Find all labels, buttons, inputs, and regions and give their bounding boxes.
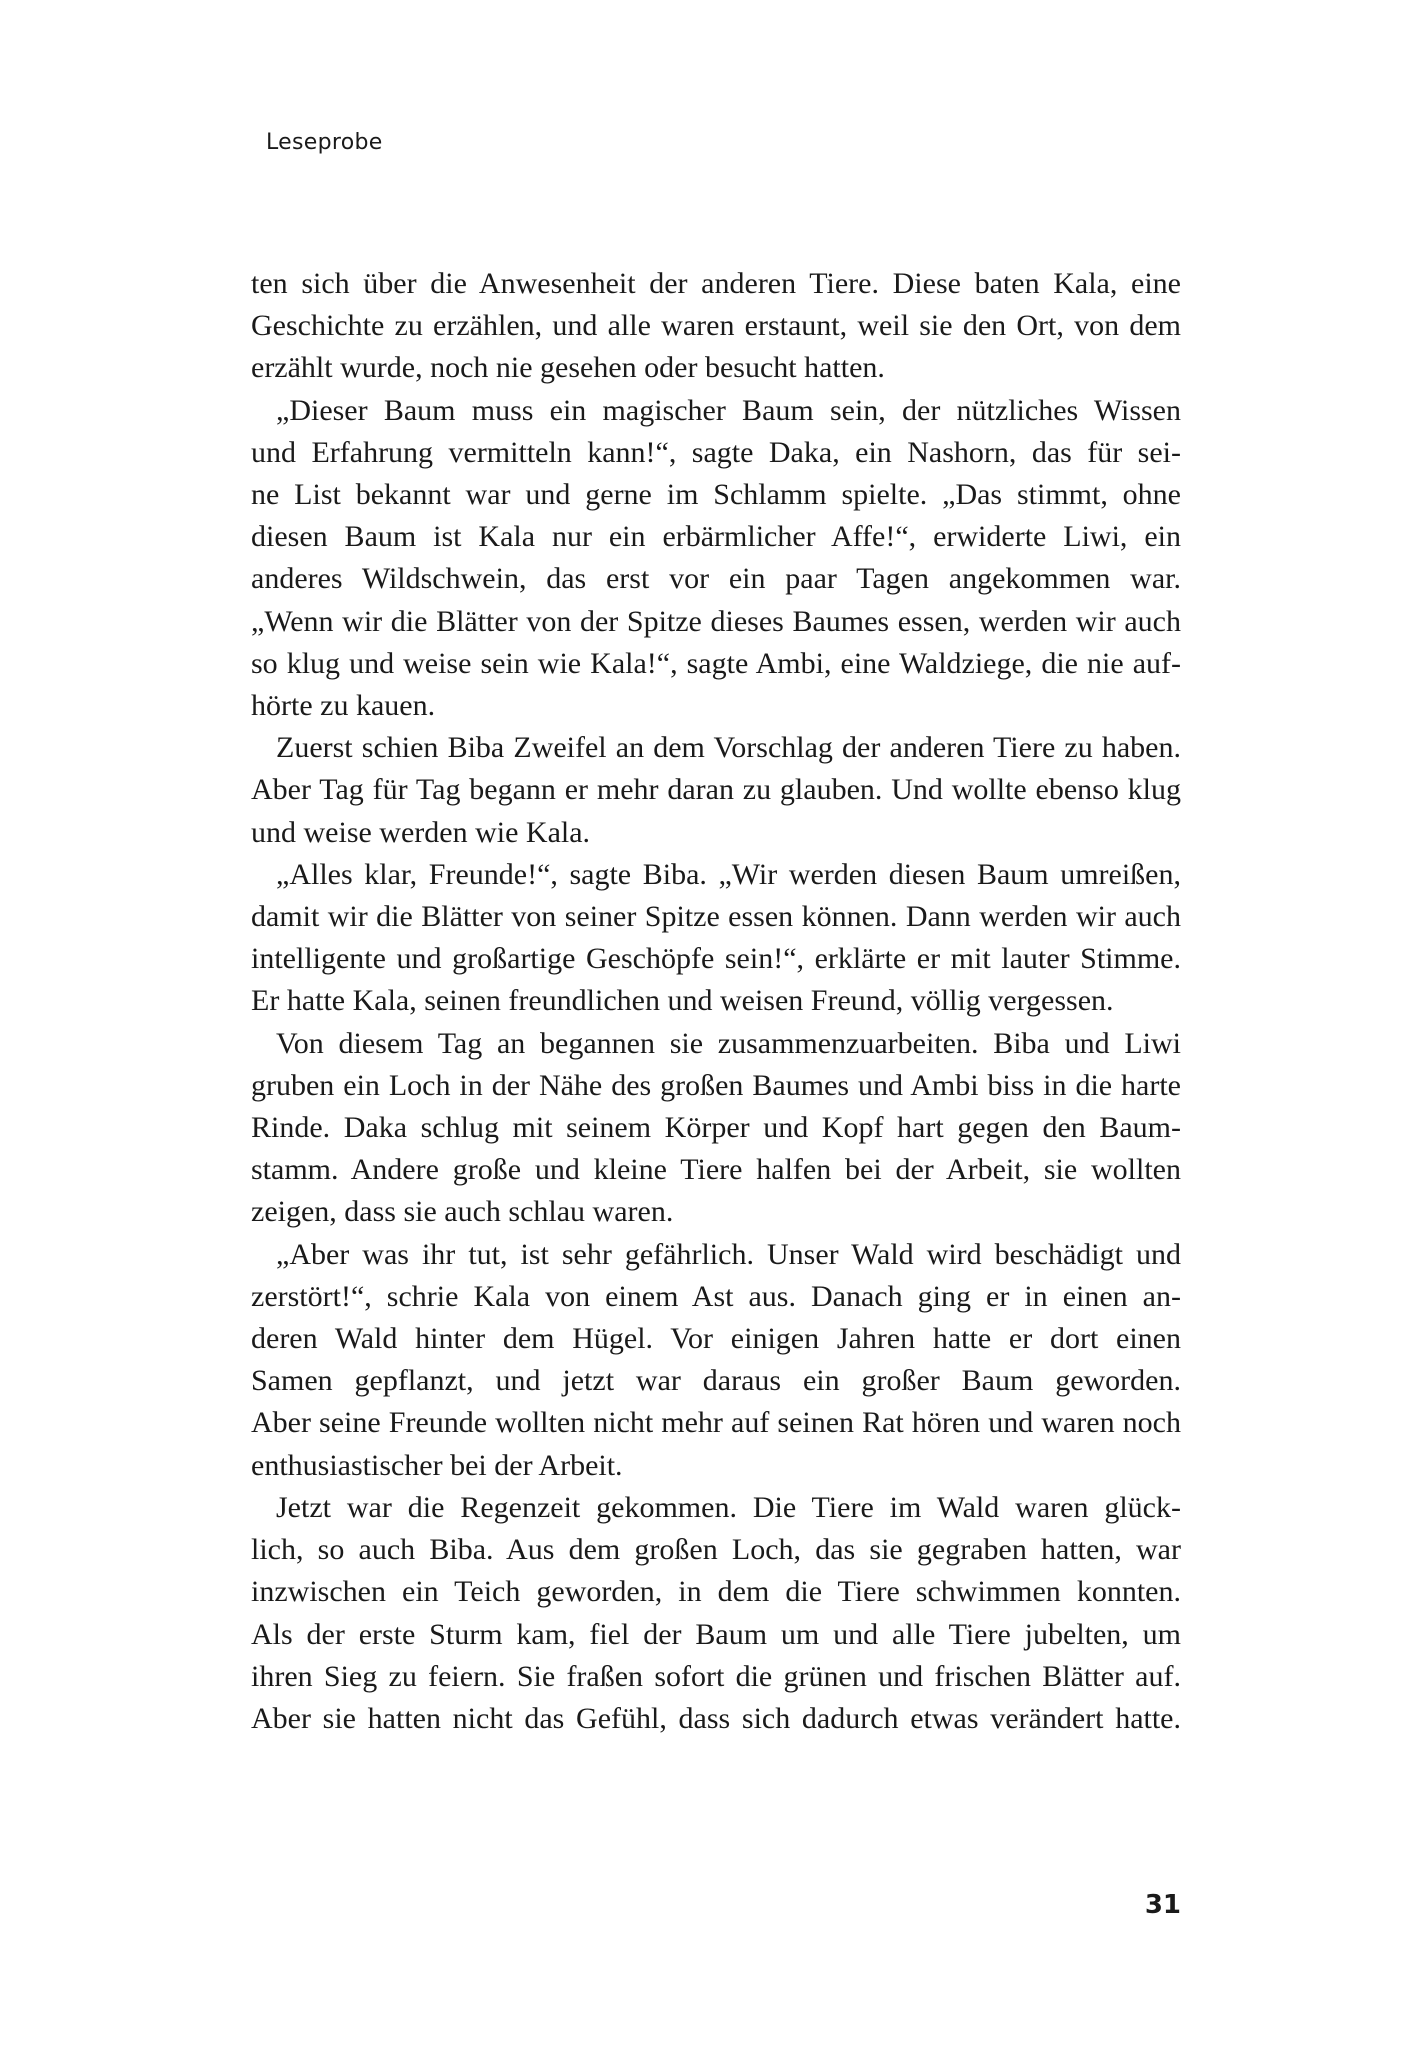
text-line: „Dieser Baum muss ein magischer Baum sein, der nützliches Wissen: [276, 393, 1181, 427]
text-line: zeigen, dass sie auch schlau waren.: [251, 1195, 674, 1229]
text-line: und Erfahrung vermitteln kann!“, sagte Daka, ein Nashorn, das für sei-: [251, 435, 1181, 469]
text-line: Aber seine Freunde wollten nicht mehr auf seinen Rat hören und waren noch: [251, 1406, 1181, 1440]
text-line: Als der erste Sturm kam, fiel der Baum um und alle Tiere jubelten, um: [251, 1617, 1181, 1651]
text-line: Aber Tag für Tag begann er mehr daran zu glauben. Und wollte ebenso klug: [251, 773, 1181, 807]
paragraph: [251, 1487, 1181, 1740]
text-line: gruben ein Loch in der Nähe des großen Baumes und Ambi biss in die harte: [251, 1068, 1181, 1102]
text-line: deren Wald hinter dem Hügel. Vor einigen Jahren hatte er dort einen: [251, 1322, 1181, 1356]
text-line: Samen gepflanzt, und jetzt war daraus ein großer Baum geworden.: [251, 1364, 1181, 1398]
text-line: „Alles klar, Freunde!“, sagte Biba. „Wir werden diesen Baum umreißen,: [276, 857, 1181, 891]
text-line: „Aber was ihr tut, ist sehr gefährlich. Unser Wald wird beschädigt und: [276, 1237, 1181, 1271]
text-line: und weise werden wie Kala.: [251, 815, 591, 849]
text-line: hörte zu kauen.: [251, 689, 436, 723]
text-line: Rinde. Daka schlug mit seinem Körper und Kopf hart gegen den Baum-: [251, 1111, 1181, 1145]
text-line: erzählt wurde, noch nie gesehen oder besucht hatten.: [251, 351, 885, 385]
text-line: Zuerst schien Biba Zweifel an dem Vorschlag der anderen Tiere zu haben.: [276, 731, 1181, 765]
text-line: anderes Wildschwein, das erst vor ein paar Tagen angekommen war.: [251, 562, 1181, 596]
text-line: „Wenn wir die Blätter von der Spitze dieses Baumes essen, werden wir auch: [251, 604, 1181, 638]
body-text: [251, 263, 1181, 1740]
text-line: enthusiastischer bei der Arbeit.: [251, 1448, 623, 1482]
text-line: damit wir die Blätter von seiner Spitze essen können. Dann werden wir auch: [251, 900, 1181, 934]
text-line: lich, so auch Biba. Aus dem großen Loch, das sie gegraben hatten, war: [251, 1533, 1181, 1567]
text-line: so klug und weise sein wie Kala!“, sagte Ambi, eine Waldziege, die nie auf-: [251, 646, 1181, 680]
text-line: zerstört!“, schrie Kala von einem Ast aus. Danach ging er in einen an-: [251, 1279, 1181, 1313]
text-line: Aber sie hatten nicht das Gefühl, dass sich dadurch etwas verändert hatte.: [251, 1701, 1181, 1735]
text-line: ihren Sieg zu feiern. Sie fraßen sofort die grünen und frischen Blätter auf.: [251, 1659, 1181, 1693]
paragraph: [251, 263, 1181, 390]
text-line: Er hatte Kala, seinen freundlichen und weisen Freund, völlig vergessen.: [251, 984, 1114, 1018]
text-line: Jetzt war die Regenzeit gekommen. Die Tiere im Wald waren glück-: [276, 1490, 1181, 1524]
text-line: inzwischen ein Teich geworden, in dem die Tiere schwimmen konnten.: [251, 1575, 1181, 1609]
text-line: diesen Baum ist Kala nur ein erbärmlicher Affe!“, erwiderte Liwi, ein: [251, 520, 1181, 554]
text-line: Von diesem Tag an begannen sie zusammenzuarbeiten. Biba und Liwi: [276, 1026, 1181, 1060]
text-line: stamm. Andere große und kleine Tiere halfen bei der Arbeit, sie wollten: [251, 1153, 1181, 1187]
paragraph: [251, 1234, 1181, 1487]
paragraph: [251, 727, 1181, 854]
text-line: Geschichte zu erzählen, und alle waren erstaunt, weil sie den Ort, von dem: [251, 309, 1181, 343]
text-line: intelligente und großartige Geschöpfe sein!“, erklärte er mit lauter Stimme.: [251, 942, 1181, 976]
text-line: ten sich über die Anwesenheit der anderen Tiere. Diese baten Kala, eine: [251, 267, 1181, 300]
paragraph: [251, 854, 1181, 1023]
page-number: 31: [1144, 1890, 1181, 1920]
paragraph: [251, 390, 1181, 728]
paragraph: [251, 1023, 1181, 1234]
text-line: ne List bekannt war und gerne im Schlamm spielte. „Das stimmt, ohne: [251, 478, 1181, 512]
running-header: Leseprobe: [266, 130, 383, 155]
